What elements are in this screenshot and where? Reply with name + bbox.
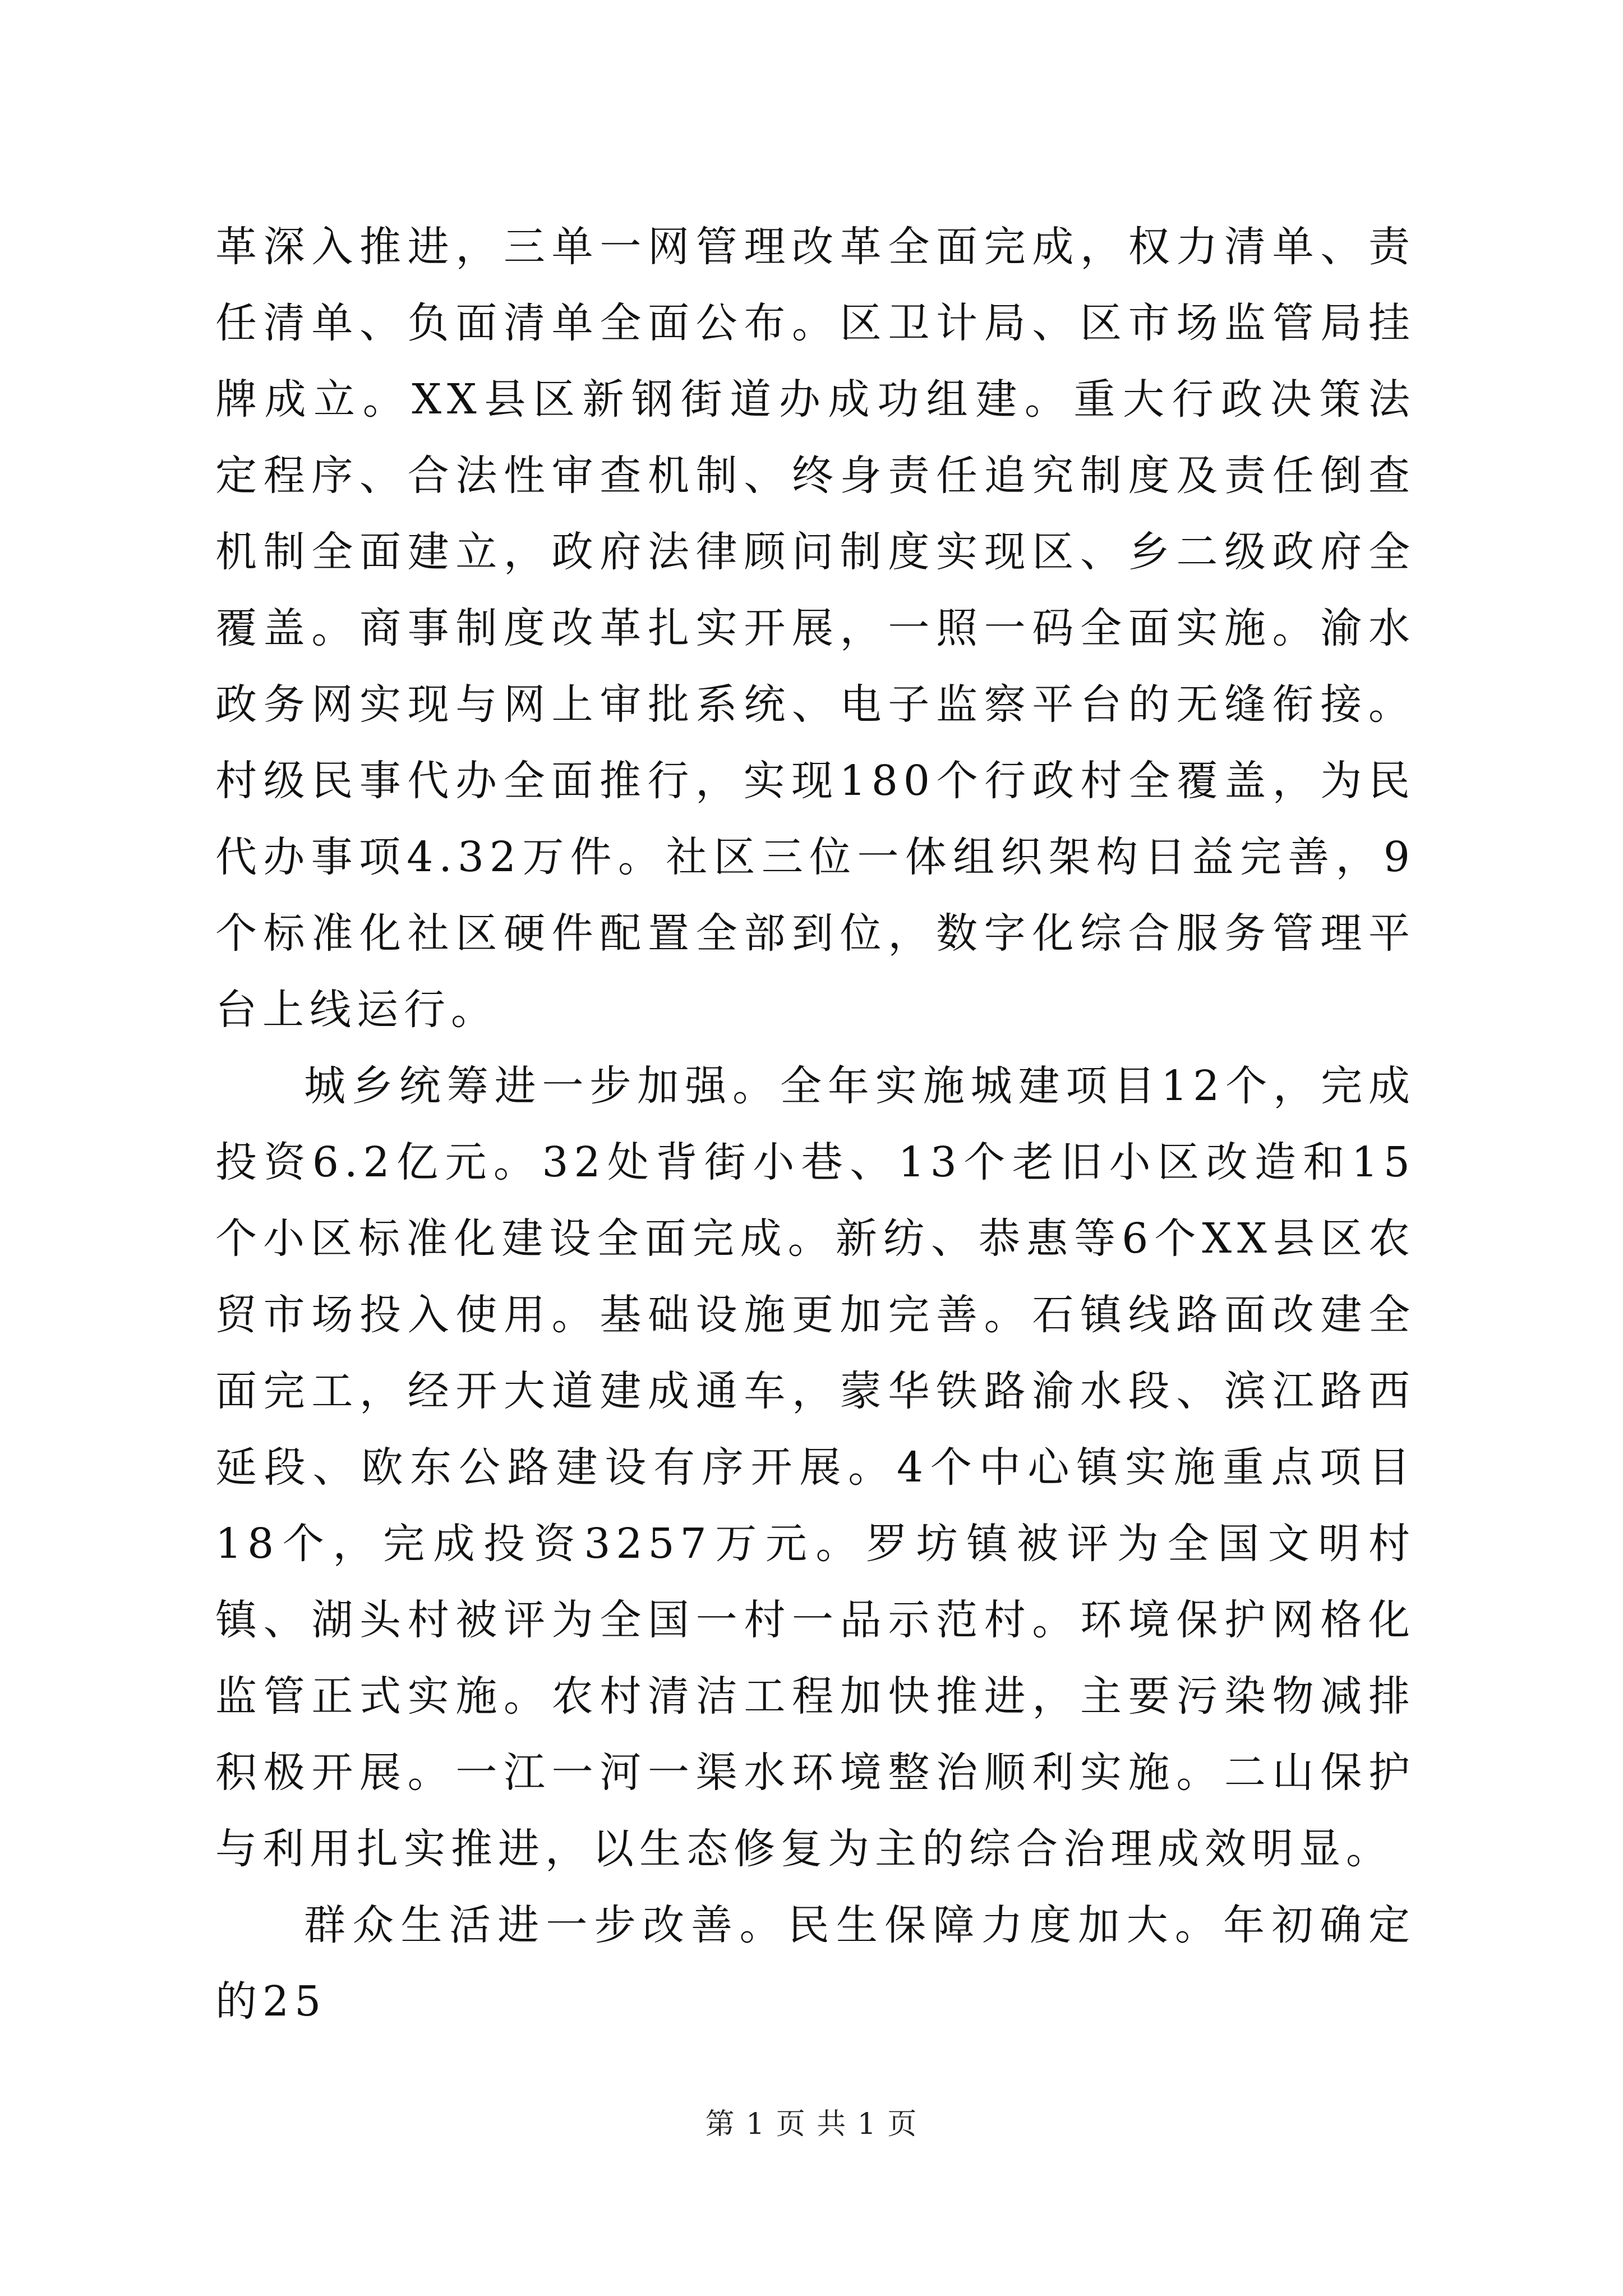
document-body	[215, 209, 1415, 2040]
paragraph-livelihood: 群众生活进一步改善。民生保障力度加大。年初确定的25	[215, 1901, 1415, 2026]
page-footer: 第 1 页 共 1 页	[705, 2108, 918, 2141]
paragraph-reform: 革深入推进，三单一网管理改革全面完成，权力清单、责任清单、负面清单全面公布。区卫计局、区市场监管局挂牌成立。XX县区新钢街道办成功组建。重大行政决策法定程序、合法性审查机制、终身责任追究制度及责任倒查机制全面建立，政府法律顾问制度实现区、乡二级政府全覆盖。商事制度改革扎实开展，一照一码全面实施。渝水政务网实现与网上审批系统、电子监察平台的无缝衔接。村级民事代办全面推行，实现180个行政村全覆盖，为民代办事项4.32万件。社区三位一体组织架构日益完善，9个标准化社区硬件配置全部到位，数字化综合服务管理平台上线运行。	[215, 223, 1415, 1034]
paragraph-urban-rural: 城乡统筹进一步加强。全年实施城建项目12个，完成投资6.2亿元。32处背街小巷、13个老旧小区改造和15个小区标准化建设全面完成。新纺、恭惠等6个XX县区农贸市场投入使用。基础设施更加完善。石镇线路面改建全面完工，经开大道建成通车，蒙华铁路渝水段、滨江路西延段、欧东公路建设有序开展。4个中心镇实施重点项目18个，完成投资3257万元。罗坊镇被评为全国文明村镇、湖头村被评为全国一村一品示范村。环境保护网格化监管正式实施。农村清洁工程加快推进，主要污染物减排积极开展。一江一河一渠水环境整治顺利实施。二山保护与利用扎实推进，以生态修复为主的综合治理成效明显。	[215, 1062, 1415, 1873]
